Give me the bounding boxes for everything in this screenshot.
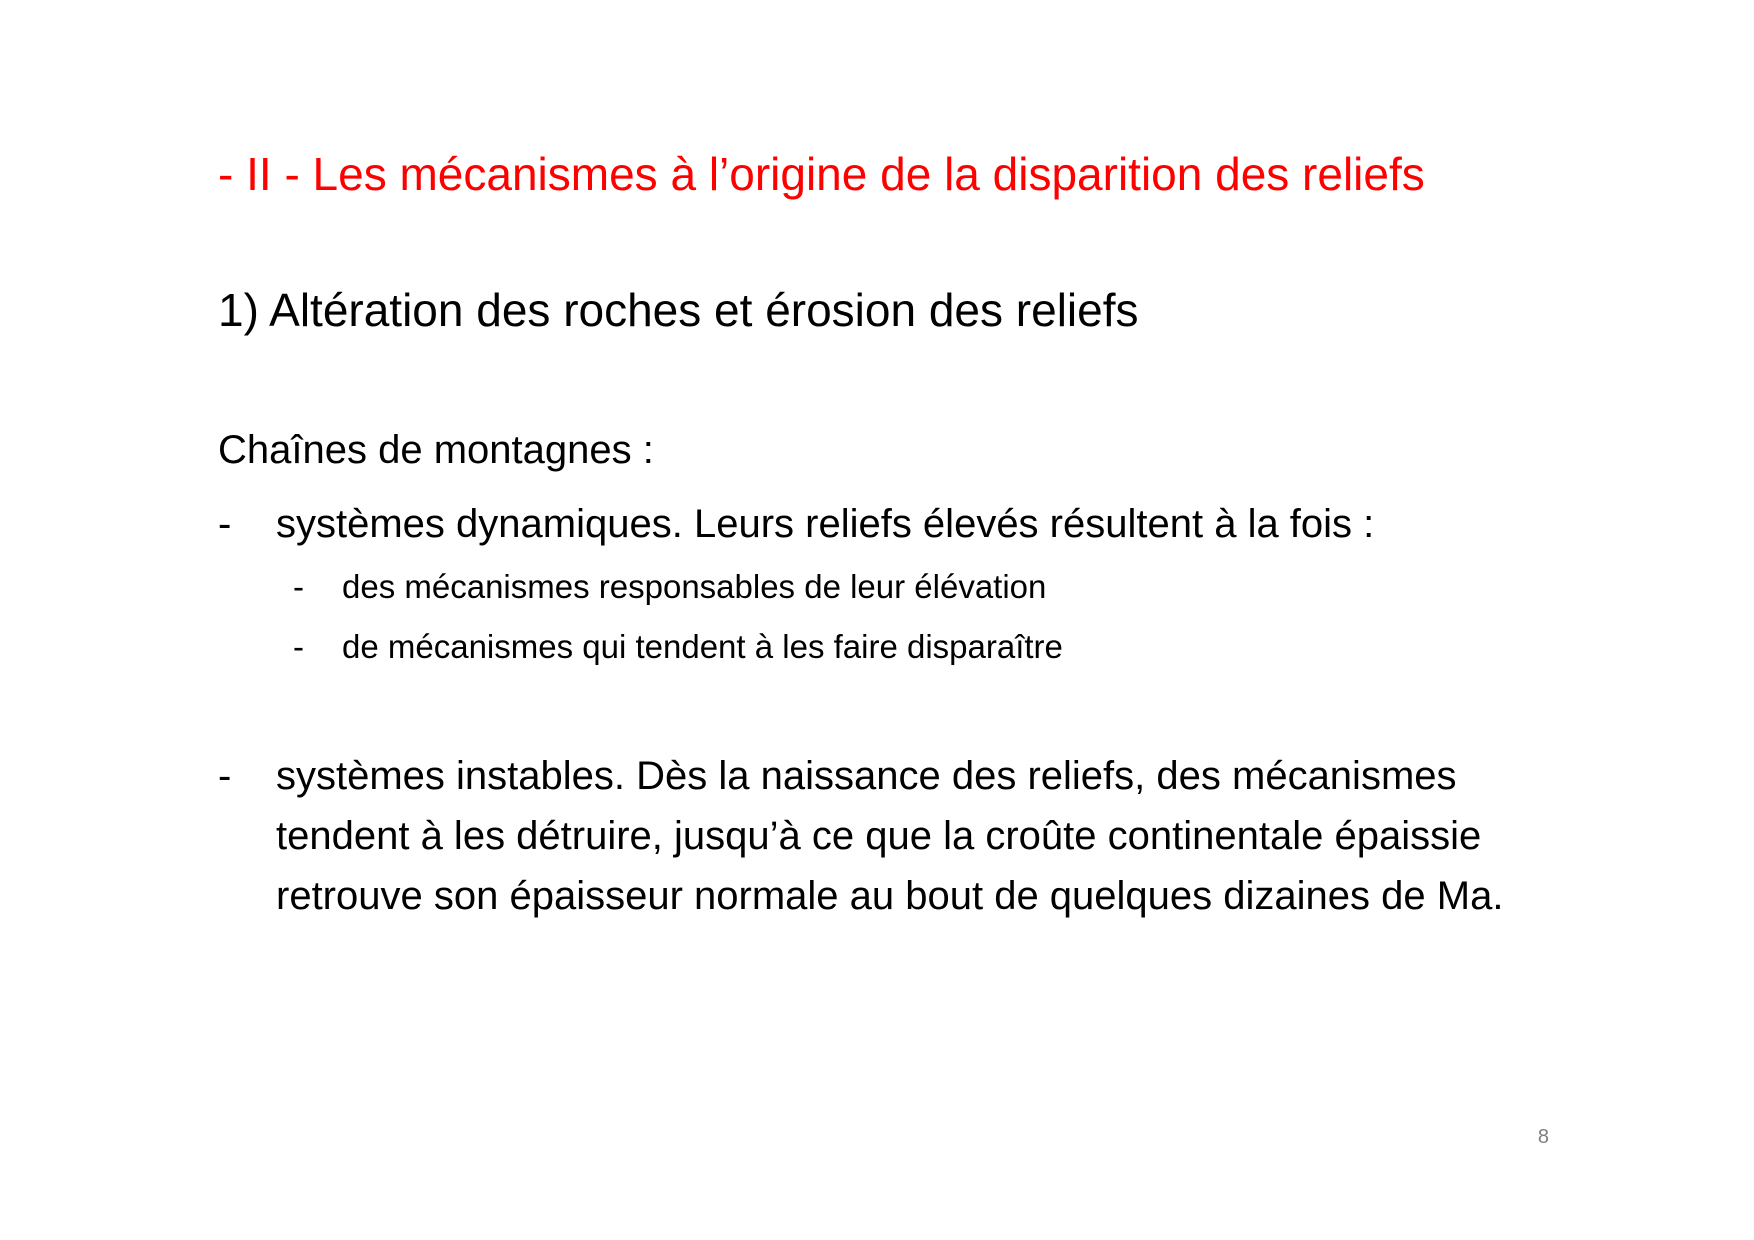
sub-bullet-text: de mécanismes qui tendent à les faire disparaître — [342, 628, 1063, 665]
slide-title: - II - Les mécanismes à l’origine de la disparition des reliefs — [218, 148, 1425, 200]
sub-bullet-marker: - — [293, 628, 304, 665]
slide-subtitle: 1) Altération des roches et érosion des reliefs — [218, 284, 1139, 336]
page-number: 8 — [1537, 1126, 1549, 1148]
bullet-marker: - — [218, 754, 232, 798]
sub-bullet-marker: - — [293, 568, 304, 605]
sub-bullet-text: des mécanismes responsables de leur élévation — [342, 568, 1047, 605]
bullet-text: systèmes instables. Dès la naissance des reliefs, des mécanismes tendent à les détruire, jusqu’à ce que la croûte continentale épaissie retrouve son épaisseur normale au bout de quelques dizaines de Ma. — [276, 754, 1504, 918]
bullet-marker: - — [218, 502, 232, 546]
intro-text: Chaînes de montagnes : — [218, 428, 654, 472]
bullet-text: systèmes dynamiques. Leurs reliefs élevés résultent à la fois : — [276, 502, 1375, 546]
